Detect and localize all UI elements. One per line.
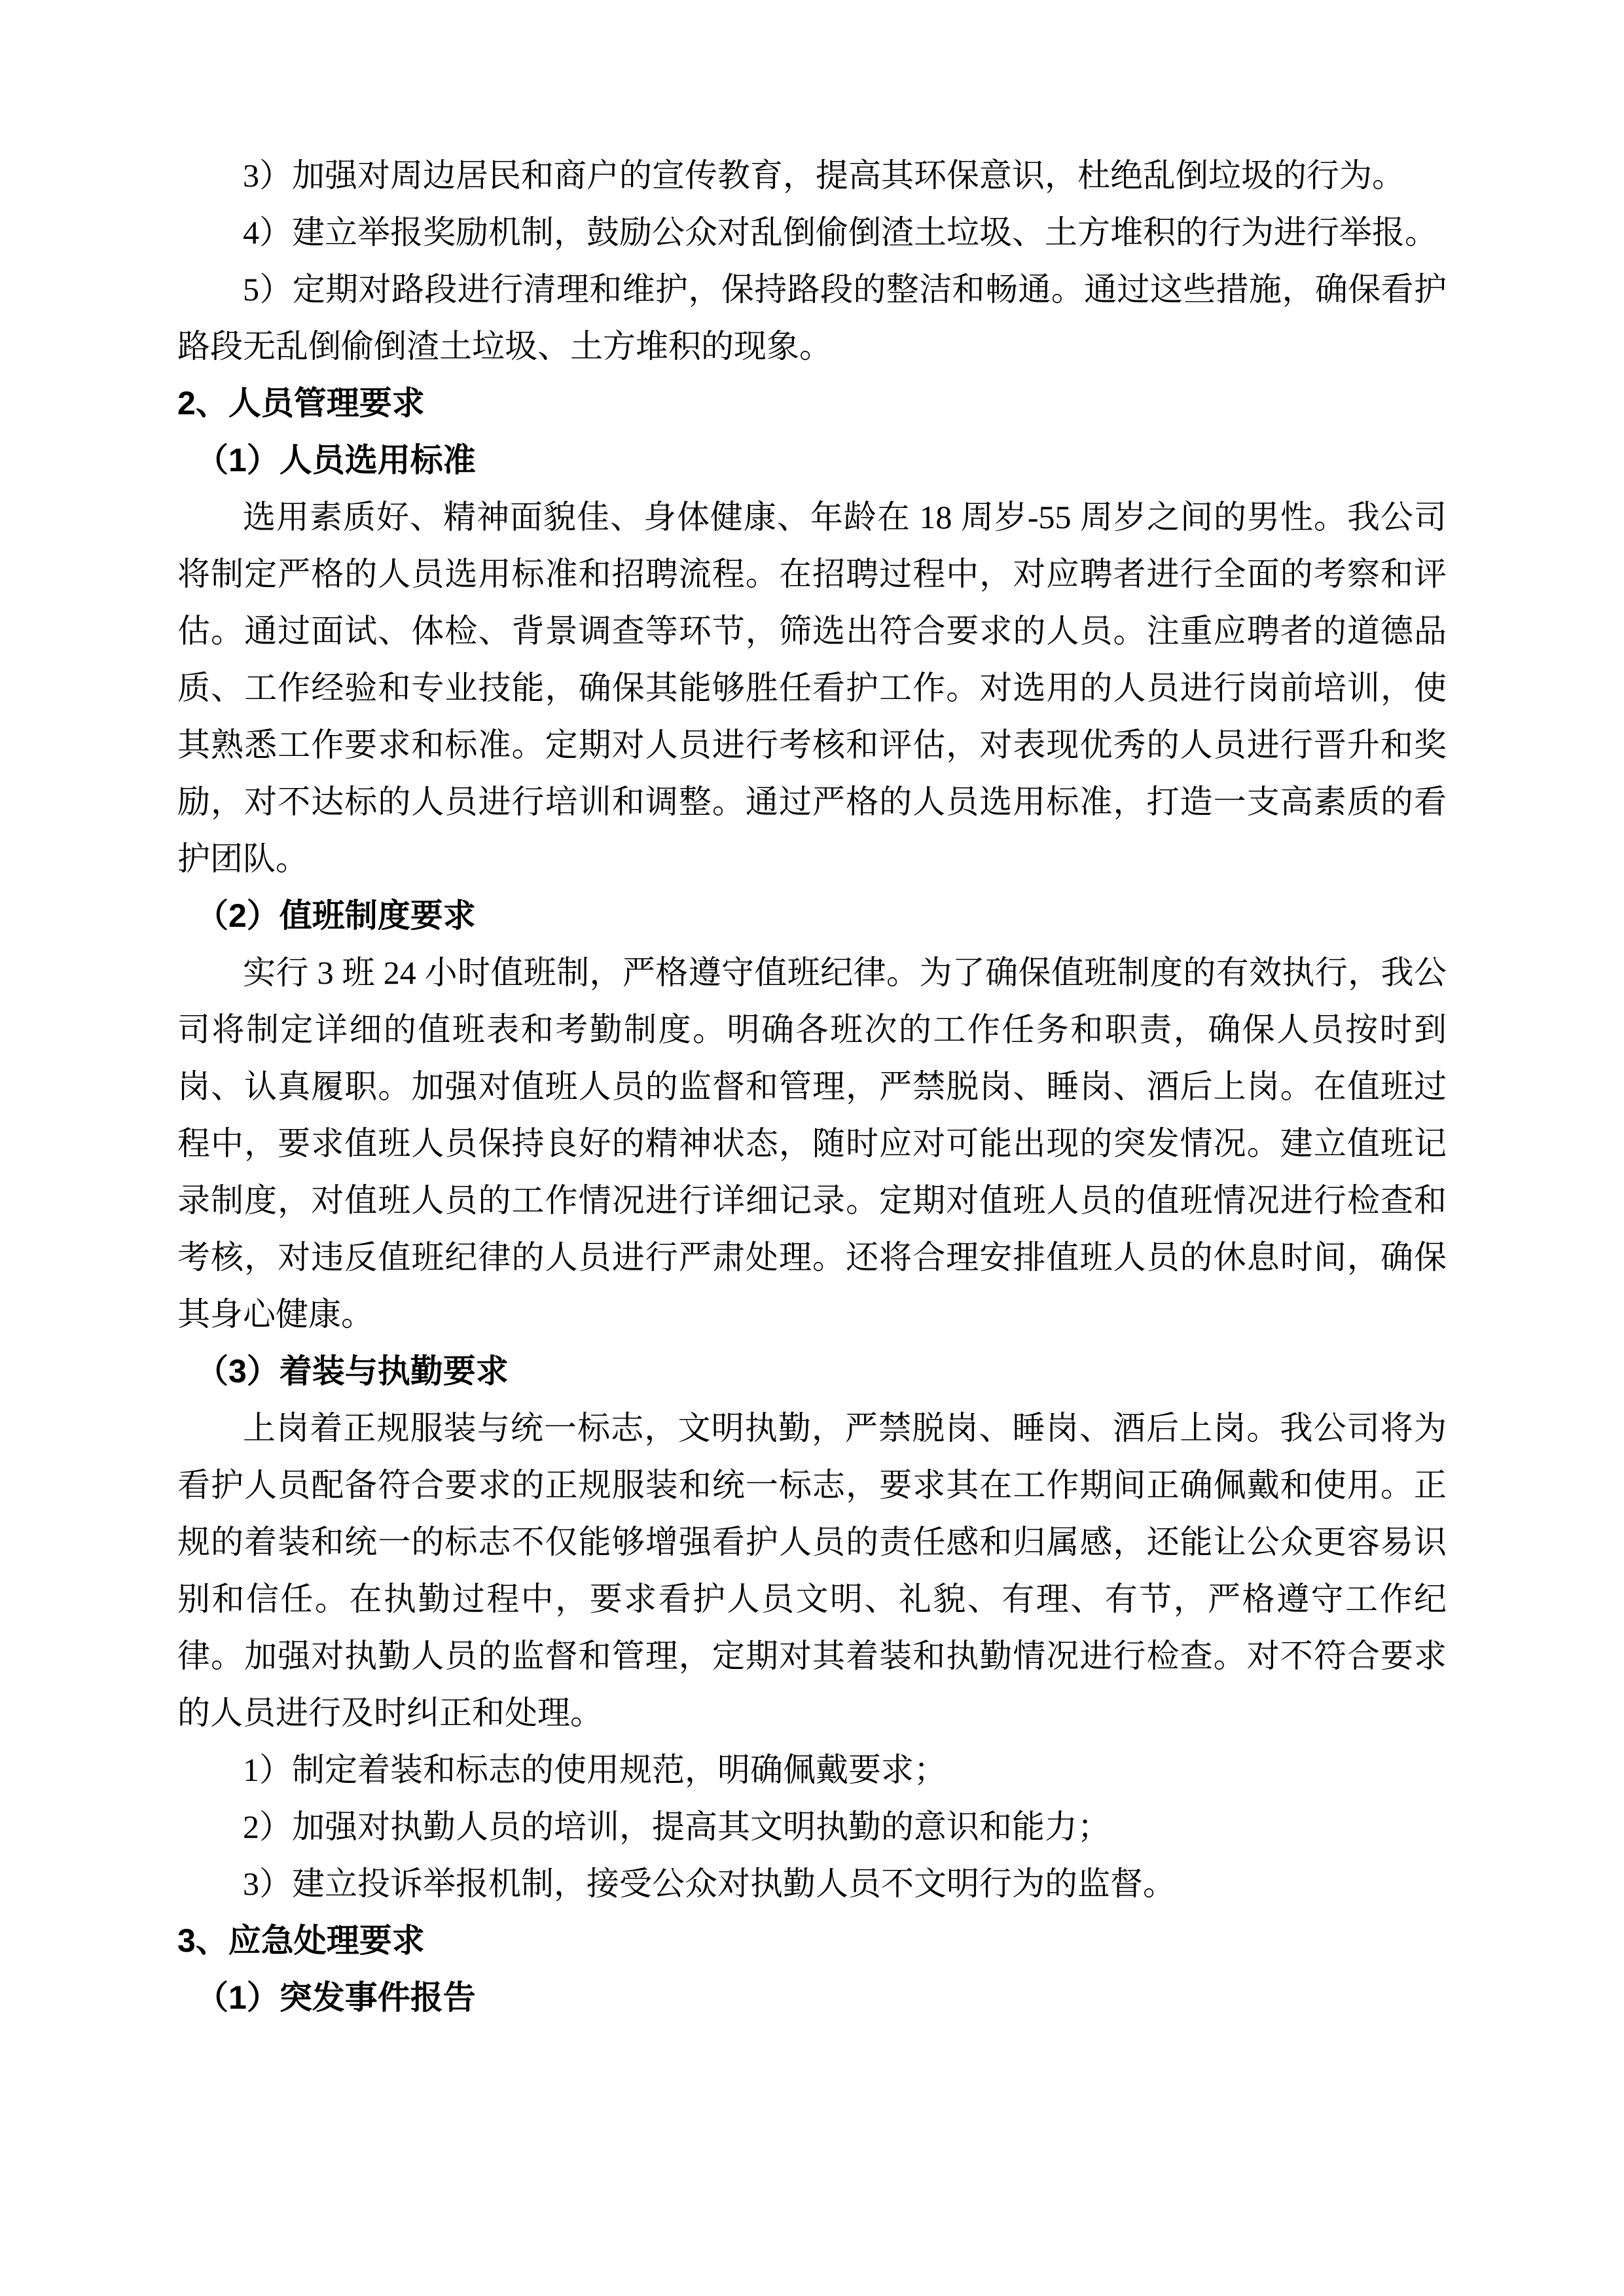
paragraph-duty-system: 实行 3 班 24 小时值班制，严格遵守值班纪律。为了确保值班制度的有效执行，我公司将制定详细的值班表和考勤制度。明确各班次的工作任务和职责，确保人员按时到岗、认真履职。加强对值班人员的监督和管理，严禁脱岗、睡岗、酒后上岗。在值班过程中，要求值班人员保持良好的精神状态，随时应对可能出现的突发情况。建立值班记录制度，对值班人员的工作情况进行详细记录。定期对值班人员的值班情况进行检查和考核，对违反值班纪律的人员进行严肃处理。还将合理安排值班人员的休息时间，确保其身心健康。 bbox=[177, 954, 1447, 1333]
list-item: 2）加强对执勤人员的培训，提高其文明执勤的意识和能力； bbox=[243, 1808, 1110, 1845]
subsection-heading-incident-report: （1）突发事件报告 bbox=[196, 1979, 476, 2016]
subsection-heading-selection-criteria: （1）人员选用标准 bbox=[196, 442, 476, 478]
document-body bbox=[177, 147, 1447, 2026]
subsection-heading-duty-system: （2）值班制度要求 bbox=[196, 897, 476, 934]
section-heading-personnel-management: 2、人员管理要求 bbox=[177, 385, 425, 422]
section-heading-emergency-handling: 3、应急处理要求 bbox=[177, 1922, 425, 1959]
list-item: 3）加强对周边居民和商户的宣传教育，提高其环保意识，杜绝乱倒垃圾的行为。 bbox=[243, 157, 1405, 194]
list-item: 1）制定着装和标志的使用规范，明确佩戴要求； bbox=[243, 1751, 947, 1788]
subsection-heading-dress-and-duty: （3）着装与执勤要求 bbox=[196, 1353, 509, 1390]
paragraph-selection-criteria: 选用素质好、精神面貌佳、身体健康、年龄在 18 周岁-55 周岁之间的男性。我公司将制定严格的人员选用标准和招聘流程。在招聘过程中，对应聘者进行全面的考察和评估。通过面试、体检、背景调查等环节，筛选出符合要求的人员。注重应聘者的道德品质、工作经验和专业技能，确保其能够胜任看护工作。对选用的人员进行岗前培训，使其熟悉工作要求和标准。定期对人员进行考核和评估，对表现优秀的人员进行晋升和奖励，对不达标的人员进行培训和调整。通过严格的人员选用标准，打造一支高素质的看护团队。 bbox=[177, 499, 1447, 877]
list-item: 4）建立举报奖励机制，鼓励公众对乱倒偷倒渣土垃圾、土方堆积的行为进行举报。 bbox=[243, 214, 1437, 251]
list-item: 5）定期对路段进行清理和维护，保持路段的整洁和畅通。通过这些措施，确保看护路段无乱倒偷倒渣土垃圾、土方堆积的现象。 bbox=[177, 271, 1447, 365]
list-item: 3）建立投诉举报机制，接受公众对执勤人员不文明行为的监督。 bbox=[243, 1865, 1176, 1902]
paragraph-dress-and-duty: 上岗着正规服装与统一标志，文明执勤，严禁脱岗、睡岗、酒后上岗。我公司将为看护人员配备符合要求的正规服装和统一标志，要求其在工作期间正确佩戴和使用。正规的着装和统一的标志不仅能够增强看护人员的责任感和归属感，还能让公众更容易识别和信任。在执勤过程中，要求看护人员文明、礼貌、有理、有节，严格遵守工作纪律。加强对执勤人员的监督和管理，定期对其着装和执勤情况进行检查。对不符合要求的人员进行及时纠正和处理。 bbox=[177, 1410, 1447, 1731]
